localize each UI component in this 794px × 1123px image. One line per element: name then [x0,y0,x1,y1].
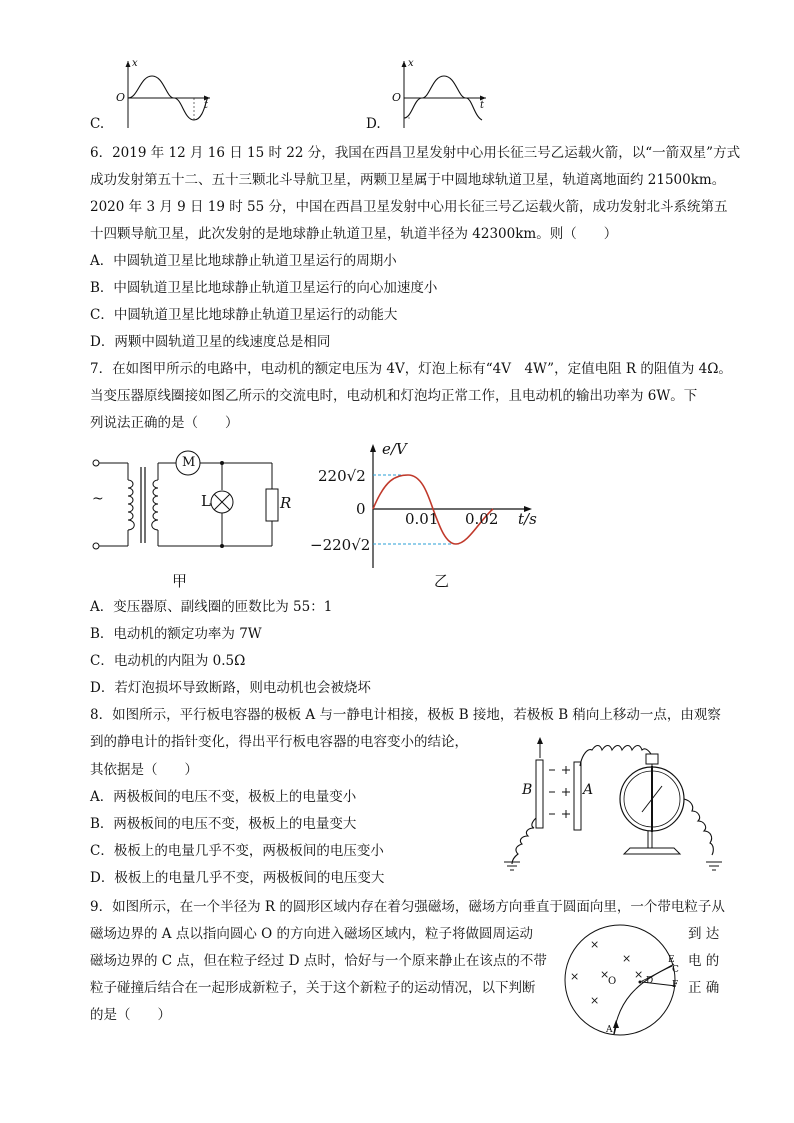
q6-option-c: C．中圆轨道卫星比地球静止轨道卫星运行的动能大 [90,307,398,323]
q7-line-3: 列说法正确的是（ ） [90,415,239,431]
cross-mark-4: × [600,968,610,981]
q9-line-4: 粒子碰撞后结合在一起形成新粒子，关于这个新粒子的运动情况，以下判断 [90,980,536,996]
q9-line-3: 磁场边界的 C 点，但在粒子经过 D 点时，恰好与一个原来静止在该点的不带 [90,953,547,969]
figure-yi-caption: 乙 [434,572,450,590]
q9-right-word-3: 正 确 [688,980,720,996]
plate-a-label: A [583,782,594,798]
figure-jia-caption: 甲 [172,572,188,590]
q9-right-word-2: 电 的 [688,953,720,969]
graph-x-tick-2: 0.02 [465,510,499,528]
option-d-graph [386,58,496,132]
magnetic-field-diagram [558,922,688,1046]
cross-mark-6: × [590,994,600,1007]
graph-x-tick-1: 0.01 [405,510,439,528]
q8-option-b: B．两极板间的电压不变，极板上的电量变大 [90,816,357,832]
cross-mark-1: × [590,938,600,951]
q8-option-d: D．极板上的电量几乎不变，两极板间的电压变大 [90,870,385,886]
q8-line-2: 到的静电计的指针变化，得出平行板电容器的电容变小的结论， [90,734,468,750]
q7-option-b: B．电动机的额定功率为 7W [90,626,262,642]
q8-option-a: A．两极板间的电压不变，极板上的电量变小 [90,789,357,805]
q6-line-4: 十四颗导航卫星，此次发射的是地球静止轨道卫星，轨道半径为 42300km。则（ ） [90,226,618,242]
sine-graph-d [386,58,496,128]
q7-line-2: 当变压器原线圈接如图乙所示的交流电时，电动机和灯泡均正常工作，且电动机的输出功率为 6W。下 [90,388,698,404]
graph-xlabel: t/s [518,510,537,528]
option-c-graph [110,58,220,132]
q6-line-1: 6．2019 年 12 月 16 日 15 时 22 分，我国在西昌卫星发射中心用长征三号乙运载火箭，以“一箭双星”方式 [90,145,741,161]
motor-label: M [182,455,196,470]
d-axis-x-label: x [408,58,414,69]
graph-y-top: 220√2 [318,467,366,485]
q7-option-c: C．电动机的内阻为 0.5Ω [90,653,246,669]
plate-b-label: B [522,782,533,798]
point-e-label: E [668,955,675,965]
q7-option-d: D．若灯泡损坏导致断路，则电动机也会被烧坏 [90,680,371,696]
q6-option-b: B．中圆轨道卫星比地球静止轨道卫星运行的向心加速度小 [90,280,438,296]
cross-mark-5: × [634,968,644,981]
c-axis-t-label: t [204,100,209,111]
cross-mark-2: × [622,952,632,965]
lamp-label: L [201,492,211,510]
q7-option-a: A．变压器原、副线圈的匝数比为 55：1 [90,599,333,615]
graph-origin: 0 [356,500,366,518]
q6-line-3: 2020 年 3 月 9 日 19 时 55 分，中国在西昌卫星发射中心用长征三号乙运载火箭，成功发射北斗系统第五 [90,199,728,215]
source-symbol: ~ [92,491,104,507]
point-c-label: C [672,965,679,975]
point-d-label: D [646,976,654,986]
option-c-label: C. [90,116,105,132]
q9-right-word-1: 到 达 [688,926,720,942]
q6-option-d: D．两颗中圆轨道卫星的线速度总是相同 [90,334,331,350]
q9-line-5: 的是（ ） [90,1007,171,1023]
q8-option-c: C．极板上的电量几乎不变，两极板间的电压变小 [90,843,384,859]
electrometer-diagram [500,736,740,882]
d-axis-t-label: t [480,100,485,111]
c-origin-label: O [116,91,126,104]
q9-line-1: 9．如图所示，在一个半径为 R 的圆形区域内存在着匀强磁场，磁场方向垂直于圆面向里，一个带电粒子从 [90,899,725,915]
q9-line-2: 磁场边界的 A 点以指向圆心 O 的方向进入磁场区域内，粒子将做圆周运动 [90,926,533,942]
q8-line-3: 其依据是（ ） [90,762,198,778]
q6-option-a: A．中圆轨道卫星比地球静止轨道卫星运行的周期小 [90,253,397,269]
q7-line-1: 7．在如图甲所示的电路中，电动机的额定电压为 4V，灯泡上标有“4V 4W”，定值电阻 R 的阻值为 4Ω。 [90,361,732,377]
point-o-label: O [608,976,617,987]
c-axis-x-label: x [132,58,138,69]
d-origin-label: O [392,91,402,104]
graph-ylabel: e/V [382,440,407,458]
q8-line-1: 8．如图所示，平行板电容器的极板 A 与一静电计相接，极板 B 接地，若极板 B 稍向上移动一点，由观察 [90,707,721,723]
graph-y-bottom: −220√2 [310,536,371,554]
point-f-label: F [672,980,679,990]
q6-line-2: 成功发射第五十二、五十三颗北斗导航卫星，两颗卫星属于中圆地球轨道卫星，轨道离地面约 21500km。 [90,172,726,188]
point-a-label: A [606,1025,613,1035]
option-d-label: D. [366,116,381,132]
sine-graph-c [110,58,220,128]
cross-mark-3: × [570,970,580,983]
resistor-label: R [280,494,292,512]
